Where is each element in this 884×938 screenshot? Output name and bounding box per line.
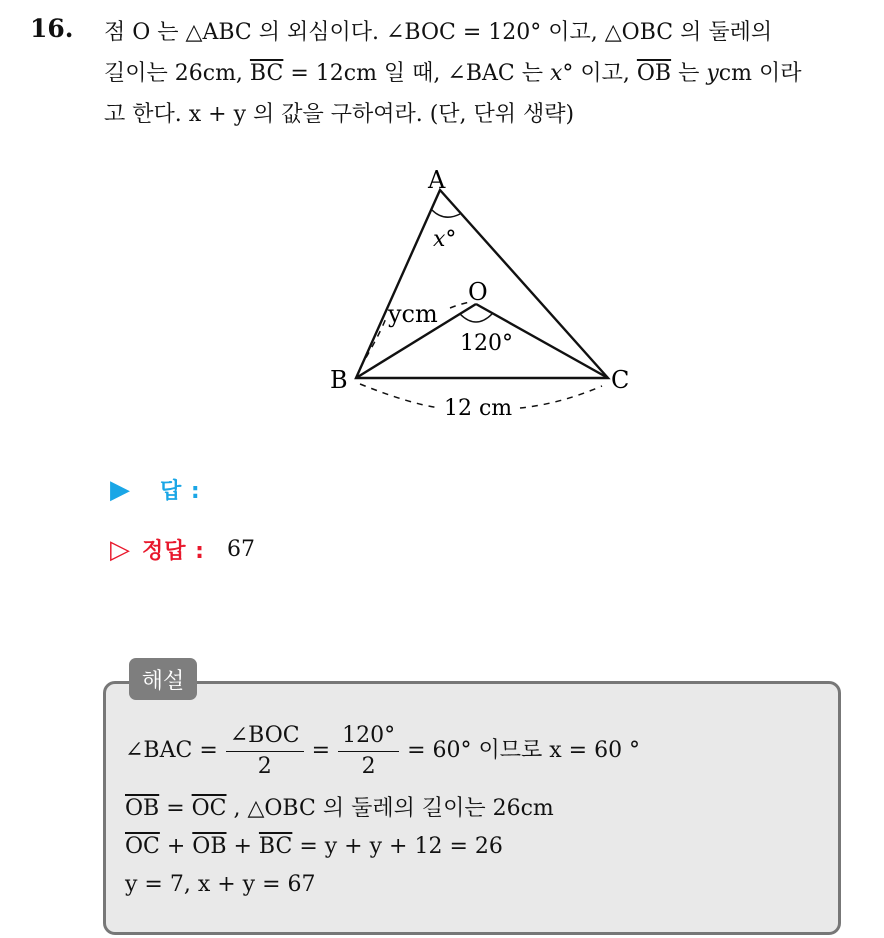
label-a: A bbox=[428, 166, 446, 194]
explanation-line-4: y = 7, x + y = 67 bbox=[125, 872, 316, 897]
label-o: O bbox=[468, 278, 488, 306]
question-number: 16. bbox=[30, 14, 74, 43]
correct-arrow-icon: ▷ bbox=[110, 534, 130, 565]
label-ycm: ycm bbox=[388, 300, 438, 328]
segment-ob: $\overline{OB}$ bbox=[636, 61, 672, 86]
angle-120-label: 120° bbox=[460, 331, 513, 356]
angle-x-label: x° bbox=[433, 227, 457, 252]
answer-label: 답 : bbox=[160, 479, 201, 504]
question-line-2: 길이는 26cm, $\overline{BC} = 12cm$ 일 때, ∠BAC 는 x° 이고, $\overline{OB}$ 는 ycm 이라 bbox=[104, 61, 802, 86]
question-text bbox=[104, 12, 864, 135]
correct-answer-row bbox=[110, 534, 255, 565]
explanation-line-2: $\overline{OB} = \overline{OC}$ , △OBC 의 둘레의 길이는 26cm bbox=[125, 796, 554, 821]
ob-dimension-dash-top bbox=[450, 302, 470, 308]
answer-arrow-icon: ▶ bbox=[110, 474, 130, 505]
triangle-figure bbox=[320, 158, 650, 428]
explanation-tab: 해설 bbox=[129, 658, 197, 700]
angle-a-arc bbox=[432, 210, 460, 217]
label-12cm: 12 cm bbox=[444, 396, 513, 421]
label-b: B bbox=[330, 366, 348, 394]
answer-row bbox=[110, 474, 201, 505]
angle-o-arc bbox=[460, 314, 492, 322]
question-line-3: 고 한다. x + y 의 값을 구하여라. (단, 단위 생략) bbox=[104, 102, 575, 127]
explanation-content bbox=[125, 712, 640, 904]
fraction-120: $\frac{120^\circ}{2}$ bbox=[338, 721, 399, 782]
segment-bc: $\overline{BC}$ bbox=[249, 61, 284, 86]
correct-answer-value: 67 bbox=[226, 537, 255, 562]
explanation-line-1: ∠BAC = $\frac{\text{∠BOC}}{2}$ = $\frac{120^\circ}{2}$ = 60° 이므로 x = 60 ° bbox=[125, 712, 640, 790]
fraction-boc: $\frac{\text{∠BOC}}{2}$ bbox=[226, 721, 304, 782]
question-line-1: 점 O 는 △ABC 의 외심이다. ∠BOC = 120° 이고, △OBC 의 둘레의 bbox=[104, 20, 773, 45]
label-c: C bbox=[611, 366, 630, 394]
explanation-line-3: $\overline{OC} + \overline{OB} + \overline{BC} = y + y + 12 = 26$ bbox=[125, 834, 503, 859]
correct-answer-label: 정답 : bbox=[142, 539, 205, 564]
